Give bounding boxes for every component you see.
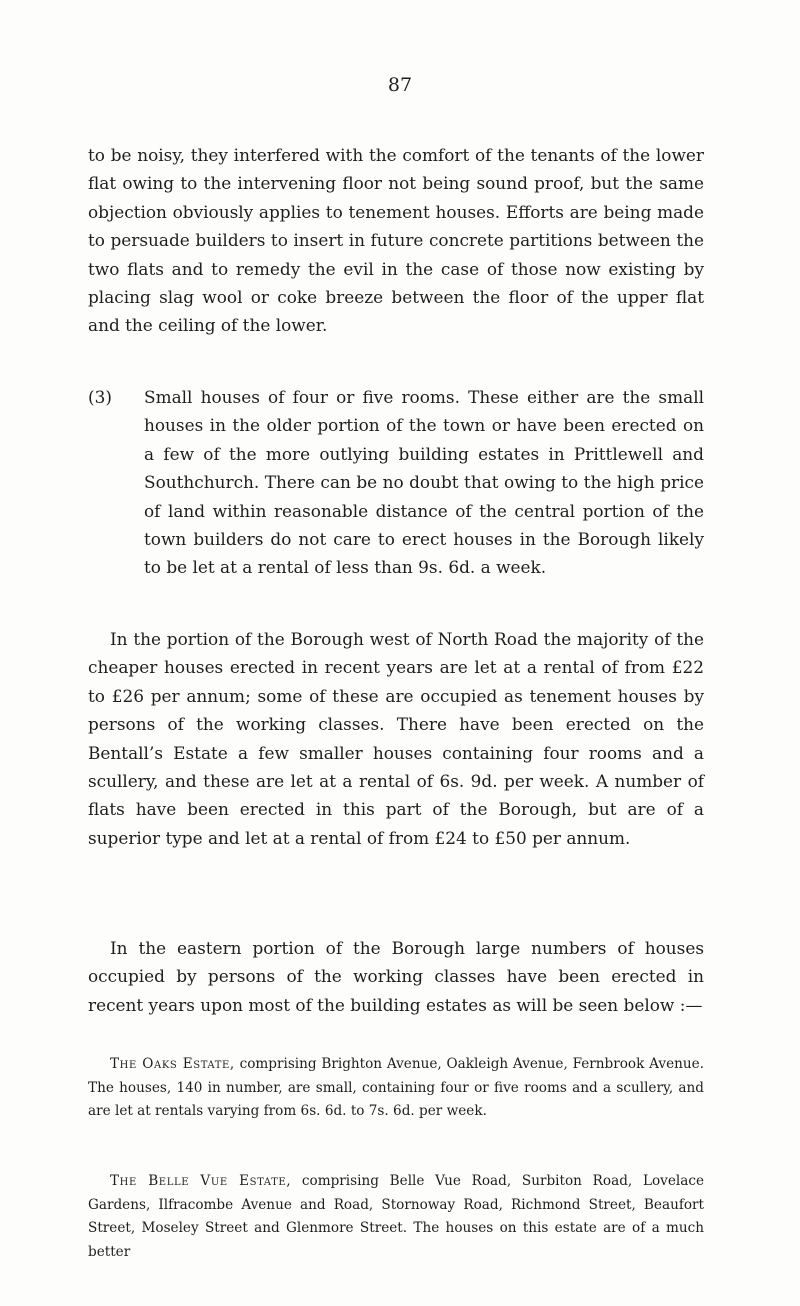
estate-title: The Belle Vue Estate, [110,1173,292,1189]
continuation-paragraph [88,141,704,340]
west-portion-paragraph [88,625,704,852]
paragraph-text: In the portion of the Borough west of North Road the majority of the cheaper houses erected in recent years are let at a rental of from £22 to £26 per annum; some of these are occupied as tenement houses by persons of the working classes. There have been erected on the Bentall’s Estate a few smaller houses containing four rooms and a scullery, and these are let at a rental of 6s. 9d. per week. A number of flats have been erected in this part of the Borough, but are of a superior type and let at a rental of from £24 to £50 per annum. [88,629,704,848]
estate-description: comprising Brighton Avenue, Oakleigh Avenue, Fernbrook Avenue. The houses, 140 in number, are small, containing four or five rooms and a scullery, and are let at rentals varying from 6s. 6d. to 7s. 6d. per week. [88,1056,704,1120]
estate-title: The Oaks Estate, [110,1056,235,1072]
numbered-item-3 [88,383,704,582]
oaks-estate-entry [88,1053,704,1124]
paragraph-text: In the eastern portion of the Borough large numbers of houses occupied by persons of the working classes have been erected in recent years upon most of the building estates as will be seen below :— [88,938,704,1015]
belle-vue-estate-entry [88,1170,704,1264]
page-number: 87 [387,74,413,96]
item-text: Small houses of four or five rooms. These either are the small houses in the older portion of the town or have been erected on a few of the more outlying building estates in Prittlewell and Southchurch. There can be no doubt that owing to the high price of land within reasonable distance of the central portion of the town builders do not care to erect houses in the Borough likely to be let at a rental of less than 9s. 6d. a week. [144,387,704,578]
paragraph-text: to be noisy, they interfered with the comfort of the tenants of the lower flat owing to the intervening floor not being sound proof, but the same objection obviously applies to tenement houses. Efforts are being made to persuade builders to insert in future concrete partitions between the two flats and to remedy the evil in the case of those now existing by placing slag wool or coke breeze between the floor of the upper flat and the ceiling of the lower. [88,145,704,336]
east-portion-paragraph [88,934,704,1019]
item-number: (3) [88,387,112,407]
estate-description: comprising Belle Vue Road, Surbiton Road, Lovelace Gardens, Ilfracombe Avenue and Road, Stornoway Road, Richmond Street, Beaufort Street, Moseley Street and Glenmore Street. The houses on this estate are of a much better [88,1173,704,1260]
